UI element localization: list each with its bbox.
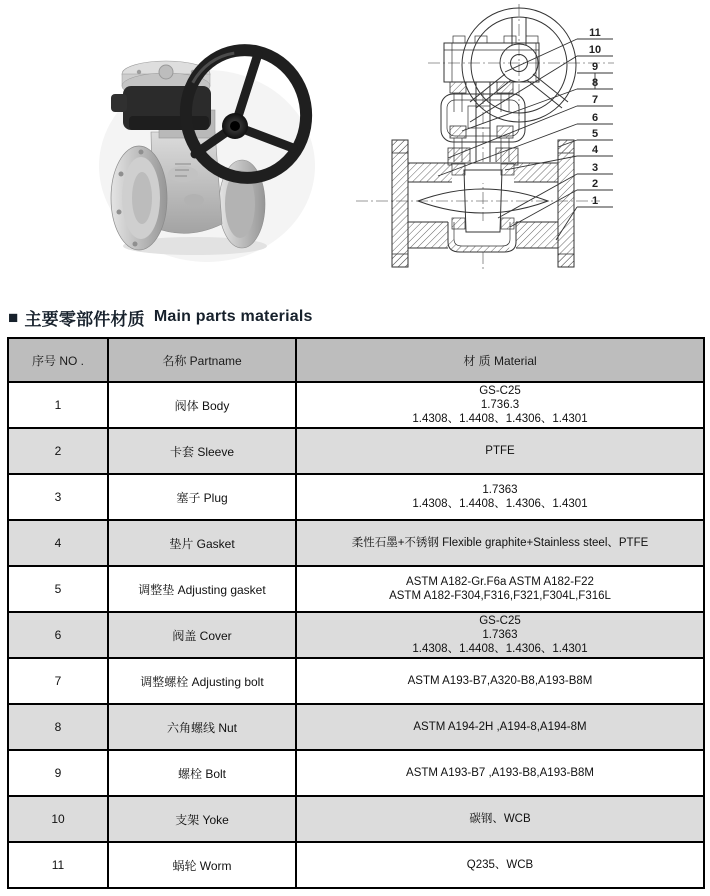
- table-row: [8, 796, 704, 842]
- cell-partname: 蜗轮 Worm: [108, 842, 296, 888]
- material-line: GS-C25: [479, 385, 521, 397]
- material-line: ASTM A182-Gr.F6a ASTM A182-F22: [406, 576, 594, 588]
- table-row: [8, 520, 704, 566]
- cell-no: 10: [8, 796, 108, 842]
- material-line: 1.4308、1.4408、1.4306、1.4301: [412, 643, 588, 655]
- cell-no: 3: [8, 474, 108, 520]
- sectional-drawing: [352, 0, 710, 292]
- cell-no: 5: [8, 566, 108, 612]
- material-line: 1.4308、1.4408、1.4306、1.4301: [412, 498, 588, 510]
- valve-cross-section-drawing: [352, 0, 710, 292]
- material-line: 1.7363: [482, 484, 518, 496]
- callout-label-2: 2: [591, 178, 599, 190]
- callout-label-11: 11: [589, 27, 601, 39]
- cell-partname: 六角螺线 Nut: [108, 704, 296, 750]
- cell-partname: 螺栓 Bolt: [108, 750, 296, 796]
- callout-label-4: 4: [591, 144, 599, 156]
- table-row: [8, 612, 704, 658]
- cell-partname: 支架 Yoke: [108, 796, 296, 842]
- cell-material: [296, 704, 704, 750]
- cell-partname: 卡套 Sleeve: [108, 428, 296, 474]
- cell-material: [296, 520, 704, 566]
- material-line: 碳钢、WCB: [469, 813, 531, 825]
- material-line: 1.7363: [482, 629, 518, 641]
- material-line: ASTM A193-B7 ,A193-B8,A193-B8M: [406, 767, 594, 779]
- section-title-en: Main parts materials: [153, 308, 313, 325]
- section-bullet-square: ■: [8, 307, 19, 327]
- cell-partname: 垫片 Gasket: [108, 520, 296, 566]
- callout-label-10: 10: [588, 44, 602, 56]
- table-row: [8, 750, 704, 796]
- material-line: ASTM A194-2H ,A194-8,A194-8M: [413, 721, 587, 733]
- cell-no: 2: [8, 428, 108, 474]
- callout-label-7: 7: [591, 94, 599, 106]
- cell-partname: 阀盖 Cover: [108, 612, 296, 658]
- table-row: [8, 704, 704, 750]
- material-line: ASTM A193-B7,A320-B8,A193-B8M: [407, 675, 593, 687]
- section-heading: [8, 305, 313, 329]
- material-line: Q235、WCB: [466, 859, 534, 871]
- callout-label-3: 3: [591, 162, 599, 174]
- material-line: 1.736.3: [480, 399, 520, 411]
- callout-label-6: 6: [591, 112, 599, 124]
- cell-partname: 调整垫 Adjusting gasket: [108, 566, 296, 612]
- cell-material: [296, 750, 704, 796]
- material-line: ASTM A182-F304,F316,F321,F304L,F316L: [389, 590, 611, 602]
- table-header-row: [8, 338, 704, 382]
- parts-table: [7, 337, 705, 889]
- plug-valve-photo-illustration: [95, 16, 360, 264]
- photo-left-flange: [111, 146, 167, 250]
- cell-no: 4: [8, 520, 108, 566]
- cell-material: [296, 566, 704, 612]
- callout-label-1: 1: [591, 195, 599, 207]
- cell-partname: 调整螺栓 Adjusting bolt: [108, 658, 296, 704]
- material-line: PTFE: [485, 445, 515, 457]
- material-line: 柔性石墨+不锈钢 Flexible graphite+Stainless steel、PTFE: [351, 537, 649, 549]
- callout-label-8: 8: [591, 77, 599, 89]
- table-row: [8, 842, 704, 888]
- material-line: GS-C25: [479, 615, 521, 627]
- callout-label-5: 5: [591, 128, 599, 140]
- gear-housing: [444, 36, 539, 82]
- cell-partname: 阀体 Body: [108, 382, 296, 428]
- cell-partname: 塞子 Plug: [108, 474, 296, 520]
- cell-material: [296, 474, 704, 520]
- cell-material: [296, 428, 704, 474]
- table-row: [8, 566, 704, 612]
- section-title-cn: 主要零部件材质: [24, 309, 145, 329]
- cell-no: 7: [8, 658, 108, 704]
- col-header-material: 材 质 Material: [296, 338, 704, 382]
- cell-material: [296, 612, 704, 658]
- cell-no: 9: [8, 750, 108, 796]
- product-photo: [95, 16, 360, 264]
- table-row: [8, 658, 704, 704]
- col-header-no: 序号 NO .: [8, 338, 108, 382]
- table-row: [8, 474, 704, 520]
- cell-material: [296, 796, 704, 842]
- callout-label-9: 9: [591, 61, 599, 73]
- cell-no: 1: [8, 382, 108, 428]
- cell-no: 11: [8, 842, 108, 888]
- cell-material: [296, 658, 704, 704]
- table-row: [8, 428, 704, 474]
- cell-material: [296, 842, 704, 888]
- cell-no: 6: [8, 612, 108, 658]
- material-line: 1.4308、1.4408、1.4306、1.4301: [412, 413, 588, 425]
- col-header-partname: 名称 Partname: [108, 338, 296, 382]
- cell-no: 8: [8, 704, 108, 750]
- cell-material: [296, 382, 704, 428]
- table-row: [8, 382, 704, 428]
